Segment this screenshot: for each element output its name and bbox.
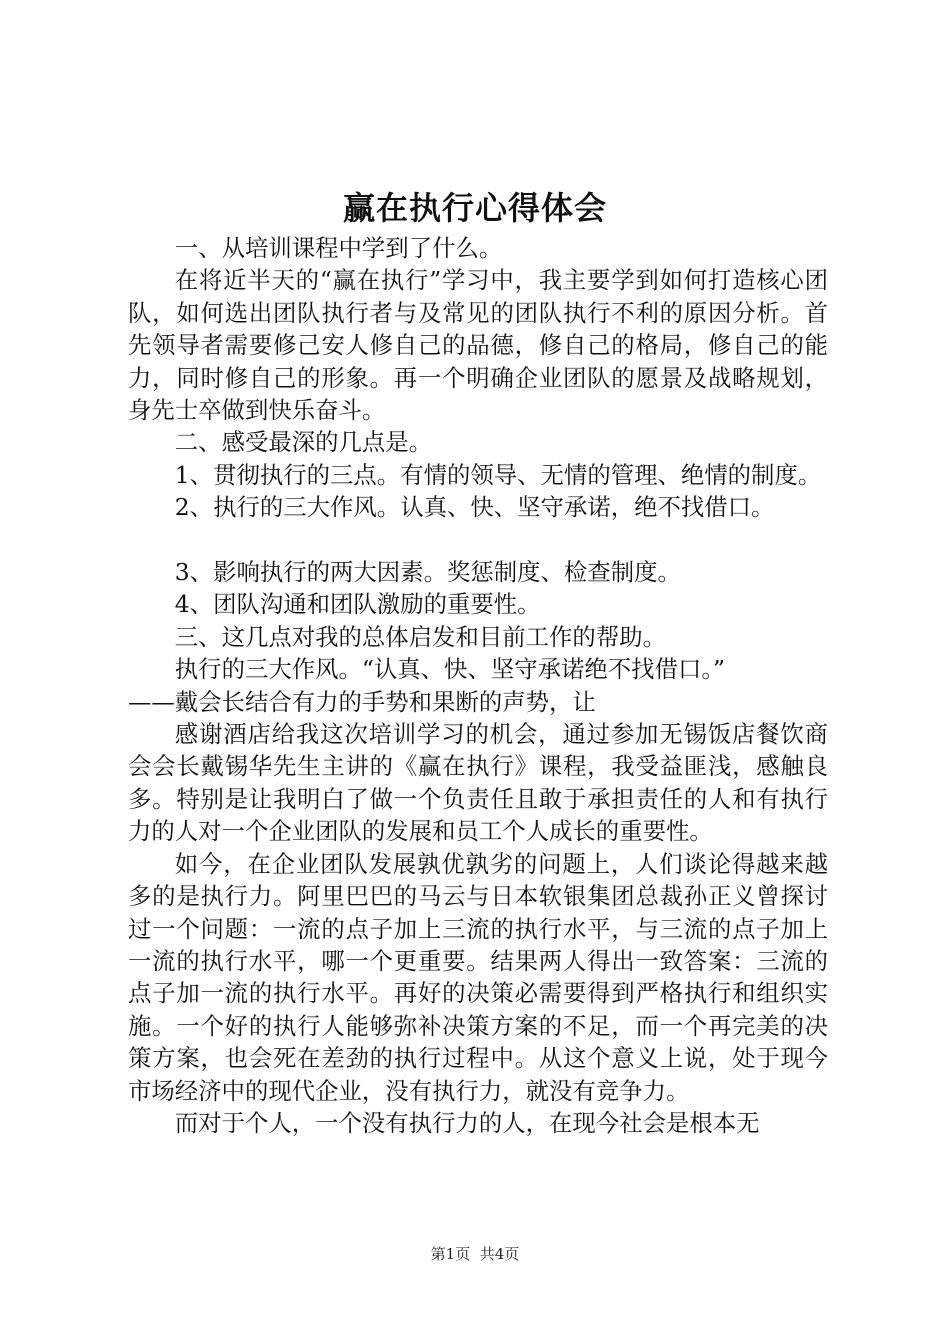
paragraph-point-3: 3、影响执行的两大因素。奖惩制度、检查制度。 xyxy=(174,558,681,587)
paragraph-section-3-heading: 三、这几点对我的总体启发和目前工作的帮助。 xyxy=(174,622,666,651)
paragraph-three-styles: 执行的三大作风。“认真、快、坚守承诺绝不找借口。” xyxy=(174,655,725,684)
paragraph-individual: 而对于个人，一个没有执行力的人，在现今社会是根本无 xyxy=(174,1108,760,1137)
paragraph-thanks: 感谢酒店给我这次培训学习的机会，通过参加无锡饭店餐饮商会会长戴锡华先生主讲的《赢在执行》课程，我受益匪浅，感触良多。特别是让我明白了做一个负责任且敢于承担责任的人和有执行力的人对一个企业团队的发展和员工个人成长的重要性。 xyxy=(128,720,828,846)
blank-line xyxy=(128,524,828,556)
paragraph-section-2-heading: 二、感受最深的几点是。 xyxy=(174,428,433,457)
document-body xyxy=(128,232,828,1139)
page-number: 第1页 xyxy=(430,1245,471,1263)
page-total: 共4页 xyxy=(479,1245,520,1263)
paragraph-execution-discussion: 如今，在企业团队发展孰优孰劣的问题上，人们谈论得越来越多的是执行力。阿里巴巴的马云与日本软银集团总裁孙正义曾探讨过一个问题：一流的点子加上三流的执行水平，与三流的点子加上一流的执行水平，哪一个更重要。结果两人得出一致答案：三流的点子加一流的执行水平。再好的决策必需要得到严格执行和组织实施。一个好的执行人能够弥补决策方案的不足，而一个再完美的决策方案，也会死在差劲的执行过程中。从这个意义上说，处于现今市场经济中的现代企业，没有执行力，就没有竞争力。 xyxy=(128,849,828,1105)
paragraph-learning-summary: 在将近半天的“赢在执行”学习中，我主要学到如何打造核心团队，如何选出团队执行者与及常见的团队执行不利的原因分析。首先领导者需要修己安人修自己的品德，修自己的格局，修自己的能力，同时修自己的形象。再一个明确企业团队的愿景及战略规划，身先士卒做到快乐奋斗。 xyxy=(128,266,828,425)
paragraph-section-1-heading: 一、从培训课程中学到了什么。 xyxy=(174,234,503,262)
paragraph-point-4: 4、团队沟通和团队激励的重要性。 xyxy=(174,590,541,619)
page-footer xyxy=(0,1244,950,1264)
paragraph-point-1: 1、贯彻执行的三点。有情的领导、无情的管理、绝情的制度。 xyxy=(174,460,822,489)
paragraph-dash-line: ——戴会长结合有力的手势和果断的声势，让 xyxy=(128,687,596,716)
paragraph-point-2: 2、执行的三大作风。认真、快、坚守承诺，绝不找借口。 xyxy=(174,493,775,522)
document-title: 赢在执行心得体会 xyxy=(342,189,607,227)
